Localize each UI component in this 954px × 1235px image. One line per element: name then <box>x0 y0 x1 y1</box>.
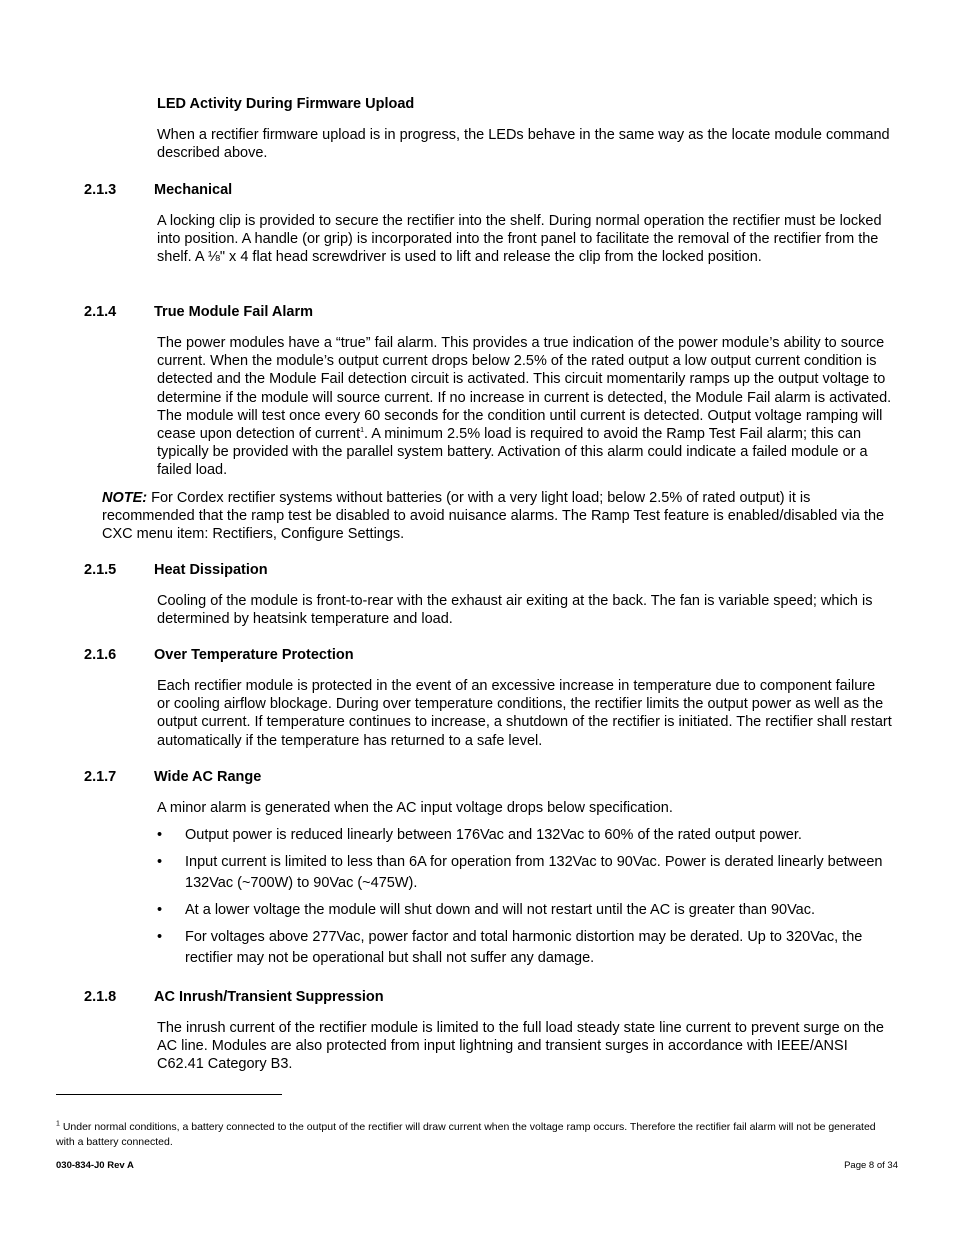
list-item <box>157 900 897 921</box>
bullet-icon: • <box>157 902 163 918</box>
bullet-text: Output power is reduced linearly between 176Vac and 132Vac to 60% of the rated output power. <box>185 827 802 843</box>
section-heading-2-1-5 <box>84 562 268 578</box>
section-title: AC Inrush/Transient Suppression <box>154 989 384 1005</box>
fail-alarm-text-b: . A minimum 2.5% load is required to avoid the Ramp Test Fail alarm; this can typically be provided with the parallel system battery. Activation of this alarm could indicate a failed module or a failed load. <box>157 426 868 479</box>
section-title: Mechanical <box>154 182 233 198</box>
page-suffix: of 34 <box>874 1160 898 1171</box>
section-number: 2.1.8 <box>84 989 117 1005</box>
section-title: Over Temperature Protection <box>154 647 354 663</box>
section-heading-2-1-8 <box>84 989 384 1005</box>
page-current: 8 <box>868 1160 875 1171</box>
note-text: For Cordex rectifier systems without batteries (or with a very light load; below 2.5% of rated output) it is recommended that the ramp test be disabled to avoid nuisance alarms. The Ramp Test feature is enabled/disabled via the CXC menu item: Rectifiers, Configure Settings. <box>102 490 885 543</box>
list-item <box>157 825 897 846</box>
bullet-text: Input current is limited to less than 6A for operation from 132Vac to 90Vac. Power is derated linearly between 132Vac (~700W) to 90Vac (~475W). <box>185 854 883 891</box>
footnote <box>56 1120 896 1150</box>
bullet-icon: • <box>157 929 163 945</box>
bullet-icon: • <box>157 827 163 843</box>
wide-ac-paragraph: A minor alarm is generated when the AC input voltage drops below specification. <box>157 800 673 816</box>
section-heading-2-1-3 <box>84 182 232 198</box>
list-item <box>157 852 897 894</box>
section-heading-2-1-7 <box>84 769 261 785</box>
page-prefix: Page <box>844 1160 869 1171</box>
heat-dissipation-paragraph: Cooling of the module is front-to-rear with the exhaust air exiting at the back. The fan is variable speed; which is determined by heatsink temperature and load. <box>157 593 873 628</box>
section-number: 2.1.3 <box>84 182 117 198</box>
bullet-icon: • <box>157 854 163 870</box>
section-heading-2-1-6 <box>84 647 354 663</box>
section-number: 2.1.6 <box>84 647 117 663</box>
footnote-marker: 1 <box>56 1120 60 1128</box>
led-upload-heading: LED Activity During Firmware Upload <box>157 96 415 112</box>
page-number <box>844 1160 898 1171</box>
document-id: 030-834-J0 Rev A <box>56 1160 134 1171</box>
section-number: 2.1.4 <box>84 304 117 320</box>
bullet-text: For voltages above 277Vac, power factor and total harmonic distortion may be derated. Up to 320Vac, the rectifier may not be operational but shall not suffer any damage. <box>185 929 863 966</box>
section-number: 2.1.7 <box>84 769 117 785</box>
section-heading-2-1-4 <box>84 304 313 320</box>
list-item <box>157 927 897 969</box>
note-label: NOTE: <box>102 490 148 506</box>
led-upload-paragraph: When a rectifier firmware upload is in progress, the LEDs behave in the same way as the locate module command described above. <box>157 127 890 162</box>
footnote-reference[interactable]: 1 <box>360 427 365 435</box>
section-title: Heat Dissipation <box>154 562 268 578</box>
footnote-separator <box>56 1094 282 1095</box>
bullet-text: At a lower voltage the module will shut down and will not restart until the AC is greater than 90Vac. <box>185 902 816 918</box>
fail-alarm-text-a: The power modules have a “true” fail alarm. This provides a true indication of the power module’s ability to source current. When the module’s output current drops below 2.5% of the rated output a low output current condition is detected and the Module Fail detection circuit is activated. This circuit momentarily ramps up the output voltage to determine if the module will source current. If no increase in current is detected, the Module Fail alarm is activated. The module will test once every 60 seconds for the condition until current is detected. Output voltage ramping will cease upon detection of current <box>157 335 892 443</box>
section-number: 2.1.5 <box>84 562 117 578</box>
wide-ac-bullet-list <box>157 825 897 969</box>
mechanical-paragraph: A locking clip is provided to secure the rectifier into the shelf. During normal operation the rectifier must be locked into position. A handle (or grip) is incorporated into the front panel to facilitate the removal of the rectifier from the shelf. A ⅛" x 4 flat head screwdriver is used to lift and release the clip from the locked position. <box>157 213 882 266</box>
footnote-text: Under normal conditions, a battery connected to the output of the rectifier will draw current when the voltage ramp occurs. Therefore the rectifier fail alarm will not be generated with a battery connected. <box>56 1121 876 1148</box>
fail-alarm-paragraph <box>157 334 892 480</box>
over-temperature-paragraph: Each rectifier module is protected in the event of an excessive increase in temperature due to component failure or cooling airflow blockage. During over temperature conditions, the rectifier limits the output power as well as the output current. If temperature continues to increase, a shutdown of the rectifier is initiated. The rectifier shall restart automatically if the temperature has returned to a safe level. <box>157 678 892 749</box>
ramp-test-note <box>102 489 892 544</box>
section-title: Wide AC Range <box>154 769 262 785</box>
ac-inrush-paragraph: The inrush current of the rectifier module is limited to the full load steady state line current to prevent surge on the AC line. Modules are also protected from input lightning and transient surges in accordance with IEEE/ANSI C62.41 Category B3. <box>157 1020 884 1073</box>
section-title: True Module Fail Alarm <box>154 304 313 320</box>
